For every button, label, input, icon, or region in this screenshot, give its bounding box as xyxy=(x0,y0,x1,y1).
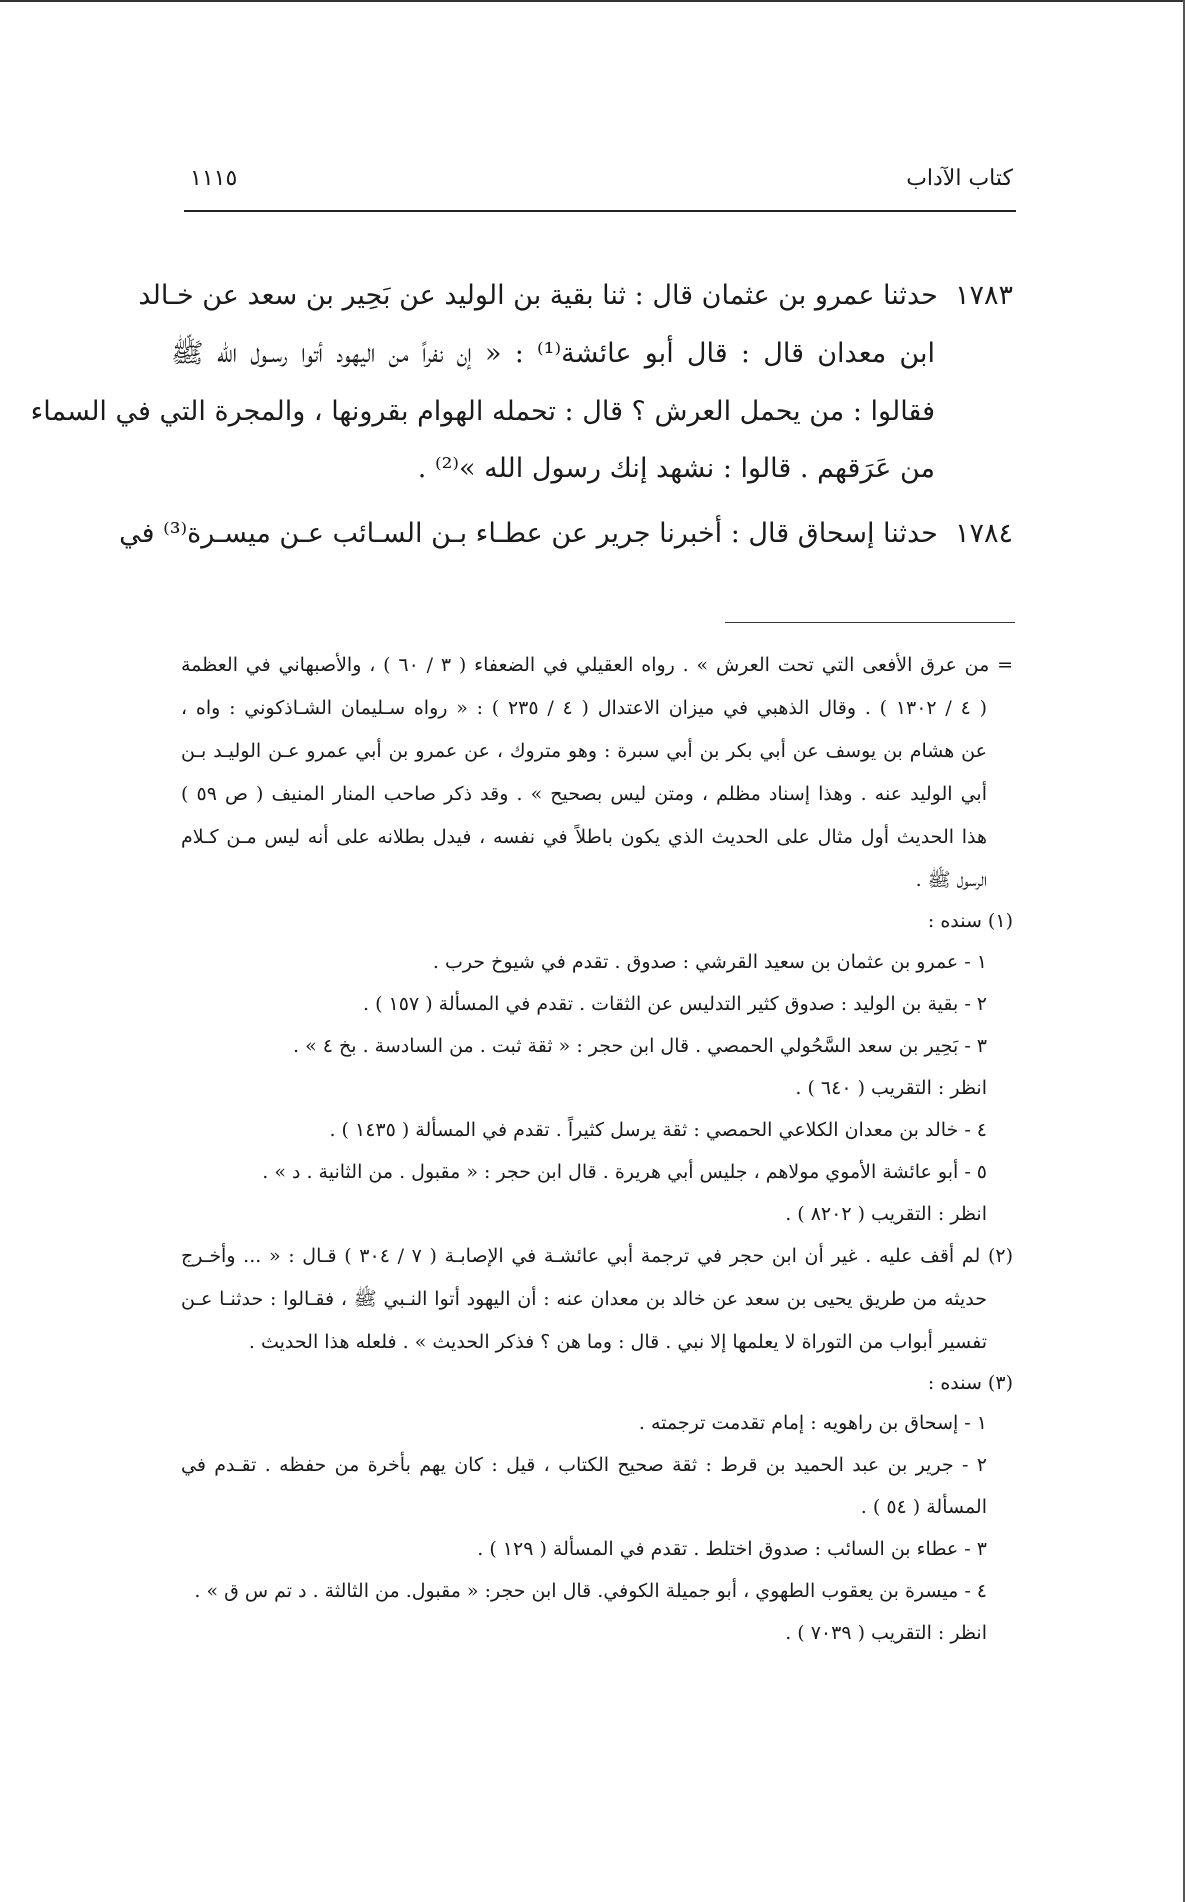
footnote-3-heading: (٣) سنده : xyxy=(927,1372,1013,1394)
hadith-text: حدثنا إسحاق قال : أخبرنا جرير عن عطـاء بـن السـائب عـن ميسـرة⁽³⁾ في xyxy=(119,518,938,549)
footnote-item: ٢ - بقية بن الوليد : صدوق كثير التدليس عن الثقات . تقدم في المسألة ( ١٥٧ ) . xyxy=(363,993,987,1015)
footnote-line: عن هشام بن يوسف عن أبي بكر بن أبي سبرة : وهو متروك ، عن عمرو بن أبي عمرو عـن الوليـد بـن xyxy=(181,740,987,762)
footnote-line: ( ٤ / ١٣٠٢ ) . وقال الذهبي في ميزان الاعتدال ( ٤ / ٢٣٥ ) : « رواه سـليمان الشـاذكوني : واه ، xyxy=(181,697,987,719)
footnote-separator xyxy=(725,622,1015,623)
footnote-item: ١ - عمرو بن عثمان بن سعيد القرشي : صدوق . تقدم في شيوخ حرب . xyxy=(432,951,987,973)
footnote-item: انظر : التقريب ( ٦٤٠ ) . xyxy=(795,1077,987,1099)
hadith-number: ١٧٨٤ xyxy=(954,518,1013,549)
footnote-item: انظر : التقريب ( ٧٠٣٩ ) . xyxy=(785,1622,987,1644)
footnote-item: ٤ - ميسرة بن يعقوب الطهوي ، أبو جميلة الكوفي. قال ابن حجر: « مقبول. من الثالثة . د تم س ق » . xyxy=(194,1580,987,1602)
hadith-text: ابن معدان قال : قال أبو عائشة⁽¹⁾ : « إن نفراً من اليهود أتوا رسـول الله ﷺ xyxy=(171,338,935,369)
header-rule xyxy=(184,210,1016,212)
footnote-item: ٢ - جرير بن عبد الحميد بن قرط : ثقة صحيح الكتاب ، قيل : كان يهم بأخرة من حفظه . تقـدم في xyxy=(181,1454,987,1476)
footnote-2-line: تفسير أبواب من التوراة لا يعلمها إلا نبي . قال : وما هن ؟ فذكر الحديث » . فلعله هذا الحديث . xyxy=(248,1331,987,1353)
hadith-number: ١٧٨٣ xyxy=(954,280,1013,311)
footnote-line: الرسول ﷺ . xyxy=(915,869,987,891)
footnote-1-heading: (١) سنده : xyxy=(927,910,1013,932)
scan-top-edge xyxy=(0,0,1185,2)
footnote-item: ٣ - عطاء بن السائب : صدوق اختلط . تقدم في المسألة ( ١٢٩ ) . xyxy=(477,1538,987,1560)
footnote-2-line: (٢) لم أقف عليه . غير أن ابن حجر في ترجمة أبي عائشـة في الإصابـة ( ٧ / ٣٠٤ ) قـال : « ... وأخـرج xyxy=(181,1245,1014,1267)
footnote-item: ٣ - بَحِير بن سعد السَّحُولي الحمصي . قال ابن حجر : « ثقة ثبت . من السادسة . بخ ٤ » . xyxy=(292,1035,987,1057)
footnote-line: = من عرق الأفعى التي تحت العرش » . رواه العقيلي في الضعفاء ( ٣ / ٦٠ ) ، والأصبهاني في العظمة xyxy=(181,654,1013,676)
footnote-line: هذا الحديث أول مثال على الحديث الذي يكون باطلاً في نفسه ، فيدل بطلانه على أنه ليس مـن كـلام xyxy=(181,826,987,848)
footnote-item: المسألة ( ٥٤ ) . xyxy=(860,1496,987,1518)
book-title: كتاب الآداب xyxy=(906,166,1013,191)
footnote-item: ١ - إسحاق بن راهويه : إمام تقدمت ترجمته . xyxy=(638,1412,987,1434)
footnote-line: أبي الوليد عنه . وهذا إسناد مظلم ، ومتن ليس بصحيح » . وقد ذكر صاحب المنار المنيف ( ص ٥٩ ) xyxy=(181,783,987,805)
footnote-item: ٤ - خالد بن معدان الكلاعي الحمصي : ثقة يرسل كثيراً . تقدم في المسألة ( ١٤٣٥ ) . xyxy=(329,1119,987,1141)
hadith-text: من عَرَقهم . قالوا : نشهد إنك رسول الله »⁽²⁾ . xyxy=(417,453,935,484)
footnote-item: ٥ - أبو عائشة الأموي مولاهم ، جليس أبي هريرة . قال ابن حجر : « مقبول . من الثانية . د » . xyxy=(262,1161,987,1183)
hadith-1783-first-line xyxy=(138,280,1013,311)
footnote-item: انظر : التقريب ( ٨٢٠٢ ) . xyxy=(785,1203,987,1225)
hadith-1784-first-line xyxy=(119,518,1013,549)
hadith-text: حدثنا عمرو بن عثمان قال : ثنا بقية بن الوليد عن بَحِير بن سعد عن خـالد xyxy=(138,280,938,311)
footnote-2-line: حديثه من طريق يحيى بن سعد عن خالد بن معدان عنه : أن اليهود أتوا النـبي ﷺ ، فقـالوا : حدثنـا عـن xyxy=(181,1288,987,1310)
hadith-text: فقالوا : من يحمل العرش ؟ قال : تحمله الهوام بقرونها ، والمجرة التي في السماء xyxy=(30,396,935,427)
page-number: ١١١٥ xyxy=(190,166,238,191)
